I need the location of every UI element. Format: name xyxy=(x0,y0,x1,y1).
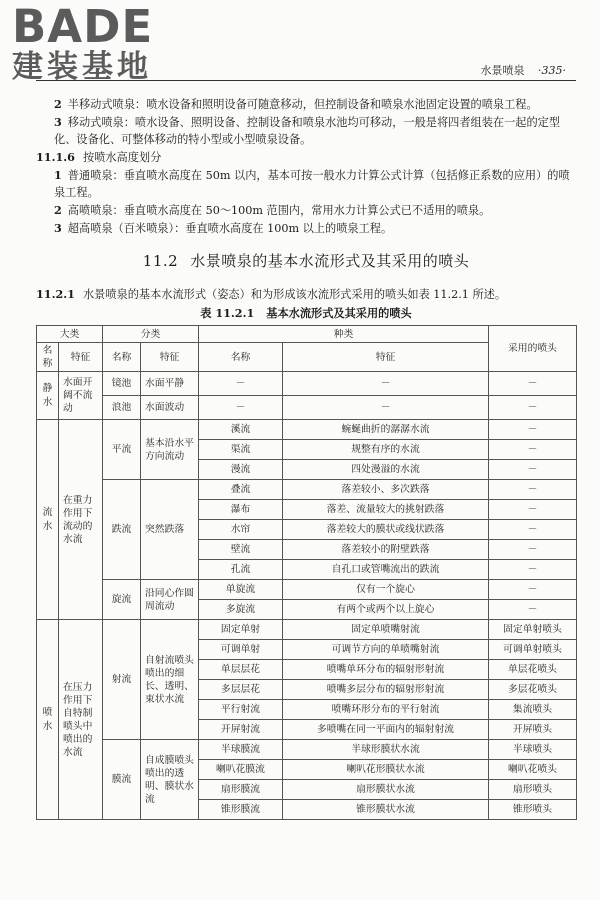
nozzle: 半球喷头 xyxy=(489,740,577,760)
header-kind-feature: 特征 xyxy=(283,343,489,372)
kind-feature: 落差、流量较大的挑射跌落 xyxy=(283,500,489,520)
kind-name: 开屏射流 xyxy=(199,720,283,740)
header-cat-feature: 特征 xyxy=(141,343,199,372)
kind-name: 水帘 xyxy=(199,520,283,540)
table-header-row xyxy=(37,326,577,343)
kind-name: 单层层花 xyxy=(199,660,283,680)
kind-feature: 半球形膜状水流 xyxy=(283,740,489,760)
water-flow-table xyxy=(36,325,577,820)
nozzle: 开屏喷头 xyxy=(489,720,577,740)
kind-name: 瀑布 xyxy=(199,500,283,520)
kind-feature: 可调节方向的单喷嘴射流 xyxy=(283,640,489,660)
header-kind: 种类 xyxy=(199,326,489,343)
kind-feature: 仅有一个旋心 xyxy=(283,580,489,600)
kind-feature: 扇形膜状水流 xyxy=(283,780,489,800)
running-head xyxy=(481,62,567,78)
section-heading xyxy=(36,253,576,270)
sub-feature: 基本沿水平方向流动 xyxy=(141,420,199,480)
kind-name: 多旋流 xyxy=(199,600,283,620)
nozzle: － xyxy=(489,440,577,460)
group-name: 喷水 xyxy=(37,620,59,820)
group-name: 流水 xyxy=(37,420,59,620)
item-text: 移动式喷泉：喷水设备、照明设备、控制设备和喷泉水池均可移动，一般是将四者组装在一起的定型化、设备化、可整体移动的特小型或小型喷泉设备。 xyxy=(54,116,561,146)
nozzle: 扇形喷头 xyxy=(489,780,577,800)
group-feature: 在压力作用下自特制喷头中喷出的水流 xyxy=(59,620,103,820)
table-title: 基本水流形式及其采用的喷头 xyxy=(266,306,412,320)
sub-feature: 自成膜喷头喷出的透明、膜状水流 xyxy=(141,740,199,820)
paragraph xyxy=(36,167,576,201)
item-number: 3 xyxy=(54,115,62,129)
item-number: 1 xyxy=(54,168,62,182)
table-row xyxy=(37,620,577,640)
kind-feature: 喇叭花形膜状水流 xyxy=(283,760,489,780)
clause-number: 11.2.1 xyxy=(36,287,75,301)
kind-name: 单旋流 xyxy=(199,580,283,600)
paragraph xyxy=(36,114,576,148)
paragraph xyxy=(36,220,576,237)
kind-name: 多层层花 xyxy=(199,680,283,700)
kind-feature: 喷嘴多层分布的辐射形射流 xyxy=(283,680,489,700)
nozzle: － xyxy=(489,480,577,500)
nozzle: － xyxy=(489,500,577,520)
kind-name: 孔流 xyxy=(199,560,283,580)
nozzle: － xyxy=(489,460,577,480)
kind-feature: 锥形膜状水流 xyxy=(283,800,489,820)
item-number: 3 xyxy=(54,221,62,235)
nozzle: － xyxy=(489,580,577,600)
sub-name: 平流 xyxy=(103,420,141,480)
table-row xyxy=(37,740,577,760)
sub-name: 浪池 xyxy=(103,396,141,420)
sub-feature: 沿同心作圆周流动 xyxy=(141,580,199,620)
nozzle: 集流喷头 xyxy=(489,700,577,720)
kind-feature: 蜿蜒曲折的潺潺水流 xyxy=(283,420,489,440)
page-content xyxy=(36,96,576,820)
nozzle: － xyxy=(489,540,577,560)
sub-name: 射流 xyxy=(103,620,141,740)
header-major-feature: 特征 xyxy=(59,343,103,372)
table-row xyxy=(37,396,577,420)
kind-feature: 多喷嘴在同一平面内的辐射射流 xyxy=(283,720,489,740)
header-nozzle: 采用的喷头 xyxy=(489,326,577,372)
nozzle: － xyxy=(489,600,577,620)
section-number: 11.2 xyxy=(142,252,179,270)
paragraph xyxy=(36,202,576,219)
item-number: 2 xyxy=(54,203,62,217)
header-cat-name: 名称 xyxy=(103,343,141,372)
table-row xyxy=(37,372,577,396)
sub-name: 膜流 xyxy=(103,740,141,820)
header-rule xyxy=(36,80,576,81)
sub-feature: 水面平静 xyxy=(141,372,199,396)
clause-paragraph xyxy=(36,286,576,303)
clause-number: 11.1.6 xyxy=(36,150,75,164)
running-head-title: 水景喷泉 xyxy=(480,64,525,77)
kind-feature: 落差较小、多次跌落 xyxy=(283,480,489,500)
nozzle: 多层花喷头 xyxy=(489,680,577,700)
sub-feature: 水面波动 xyxy=(141,396,199,420)
kind-feature: 规整有序的水流 xyxy=(283,440,489,460)
kind-name: 叠流 xyxy=(199,480,283,500)
kind-name: 半球膜流 xyxy=(199,740,283,760)
nozzle: － xyxy=(489,520,577,540)
nozzle: － xyxy=(489,372,577,396)
kind-name: 扇形膜流 xyxy=(199,780,283,800)
sub-feature: 突然跌落 xyxy=(141,480,199,580)
table-row xyxy=(37,420,577,440)
sub-feature: 自射流喷头喷出的细长、透明、束状水流 xyxy=(141,620,199,740)
item-text: 半移动式喷泉：喷水设备和照明设备可随意移动，但控制设备和喷泉水池固定设置的喷泉工程。 xyxy=(67,98,538,111)
table-number: 表 11.2.1 xyxy=(200,306,255,320)
sub-name: 跌流 xyxy=(103,480,141,580)
kind-name: 固定单射 xyxy=(199,620,283,640)
section-title: 水景喷泉的基本水流形式及其采用的喷头 xyxy=(190,252,470,270)
kind-feature: 有两个或两个以上旋心 xyxy=(283,600,489,620)
kind-feature: 喷嘴环形分布的平行射流 xyxy=(283,700,489,720)
kind-name: － xyxy=(199,372,283,396)
item-text: 高喷喷泉：垂直喷水高度在 50～100m 范围内，常用水力计算公式已不适用的喷泉。 xyxy=(67,204,491,217)
header-major-name: 名称 xyxy=(37,343,59,372)
kind-feature: 喷嘴单环分布的辐射形射流 xyxy=(283,660,489,680)
nozzle: 固定单射喷头 xyxy=(489,620,577,640)
group-name: 静水 xyxy=(37,372,59,420)
header-kind-name: 名称 xyxy=(199,343,283,372)
nozzle: － xyxy=(489,560,577,580)
nozzle: － xyxy=(489,420,577,440)
header-major: 大类 xyxy=(37,326,103,343)
kind-feature: 自孔口或管嘴流出的跌流 xyxy=(283,560,489,580)
nozzle: － xyxy=(489,396,577,420)
logo xyxy=(12,0,182,85)
sub-name: 镜池 xyxy=(103,372,141,396)
group-feature: 在重力作用下流动的水流 xyxy=(59,420,103,620)
page-number: ·335· xyxy=(538,64,566,77)
table-row xyxy=(37,580,577,600)
item-text: 超高喷泉（百米喷泉）：垂直喷水高度在 100m 以上的喷泉工程。 xyxy=(67,222,393,235)
kind-feature: 落差较大的膜状或线状跌落 xyxy=(283,520,489,540)
item-number: 2 xyxy=(54,97,62,111)
kind-name: 平行射流 xyxy=(199,700,283,720)
kind-feature: 固定单喷嘴射流 xyxy=(283,620,489,640)
kind-name: 漫流 xyxy=(199,460,283,480)
kind-feature: － xyxy=(283,396,489,420)
item-text: 普通喷泉：垂直喷水高度在 50m 以内，基本可按一般水力计算公式计算（包括修正系数的应用）的喷泉工程。 xyxy=(54,169,570,199)
kind-name: 溪流 xyxy=(199,420,283,440)
clause-title: 按喷水高度划分 xyxy=(82,151,162,164)
group-feature: 水面开阔不流动 xyxy=(59,372,103,420)
clause-text: 水景喷泉的基本水流形式（姿态）和为形成该水流形式采用的喷头如表 11.2.1 所述。 xyxy=(82,288,507,301)
kind-feature: 四处漫溢的水流 xyxy=(283,460,489,480)
nozzle: 锥形喷头 xyxy=(489,800,577,820)
kind-name: － xyxy=(199,396,283,420)
paragraph xyxy=(36,96,576,113)
kind-feature: 落差较小的附壁跌落 xyxy=(283,540,489,560)
clause-heading xyxy=(36,149,576,166)
kind-name: 壁流 xyxy=(199,540,283,560)
header-category: 分类 xyxy=(103,326,199,343)
nozzle: 可调单射喷头 xyxy=(489,640,577,660)
kind-name: 可调单射 xyxy=(199,640,283,660)
nozzle: 单层花喷头 xyxy=(489,660,577,680)
kind-feature: － xyxy=(283,372,489,396)
table-row xyxy=(37,480,577,500)
logo-text: BADE xyxy=(12,0,154,53)
sub-name: 旋流 xyxy=(103,580,141,620)
nozzle: 喇叭花喷头 xyxy=(489,760,577,780)
kind-name: 锥形膜流 xyxy=(199,800,283,820)
table-caption xyxy=(36,305,576,322)
kind-name: 喇叭花膜流 xyxy=(199,760,283,780)
kind-name: 渠流 xyxy=(199,440,283,460)
logo-subtitle: 建装基地 xyxy=(12,49,152,85)
